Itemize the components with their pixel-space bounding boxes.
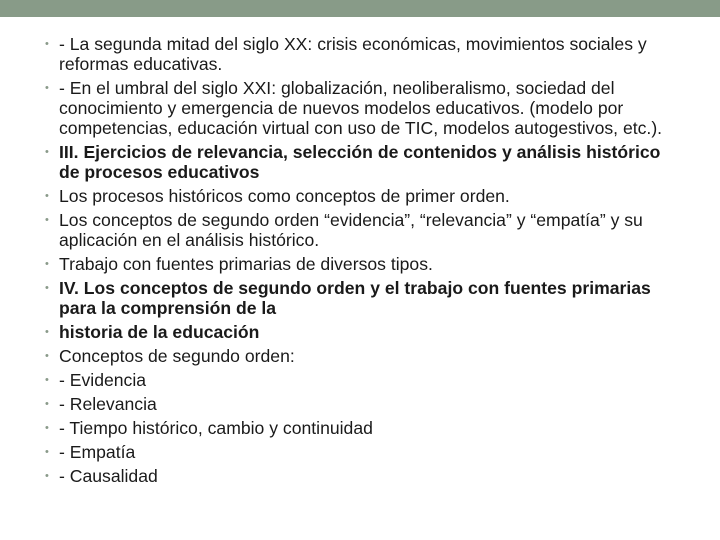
bullet-icon: •: [45, 470, 49, 482]
bullet-icon: •: [45, 374, 49, 386]
bullet-item: [45, 370, 685, 390]
bullet-text: - Evidencia: [59, 370, 147, 390]
bullet-item: [45, 442, 685, 462]
bullet-text: Los procesos históricos como conceptos de primer orden.: [59, 186, 510, 206]
bullet-text: - La segunda mitad del siglo XX: crisis económicas, movimientos sociales y reformas educativas.: [59, 34, 647, 74]
bullet-item: [45, 394, 685, 414]
bullet-text: - En el umbral del siglo XXI: globalización, neoliberalismo, sociedad del conocimiento y emergencia de nuevos modelos educativos. (modelo por competencias, educación virtual con uso de TIC, modelos autogestivos, etc.).: [59, 78, 663, 138]
bullet-text: III. Ejercicios de relevancia, selección de contenidos y análisis histórico de procesos educativos: [59, 142, 661, 182]
bullet-item-heading: [45, 142, 685, 182]
bullet-icon: •: [45, 446, 49, 458]
bullet-item: [45, 346, 685, 366]
bullet-icon: •: [45, 398, 49, 410]
bullet-icon: •: [45, 214, 49, 226]
bullet-icon: •: [45, 326, 49, 338]
bullet-text: - Relevancia: [59, 394, 157, 414]
bullet-icon: •: [45, 258, 49, 270]
top-accent-bar: [0, 0, 720, 17]
bullet-icon: •: [45, 350, 49, 362]
bullet-item: [45, 78, 685, 138]
bullet-text: historia de la educación: [59, 322, 260, 342]
bullet-item: [45, 466, 685, 486]
bullet-text: - Tiempo histórico, cambio y continuidad: [59, 418, 373, 438]
bullet-icon: •: [45, 38, 49, 50]
slide-bullet-list: [45, 34, 685, 490]
bullet-icon: •: [45, 282, 49, 294]
bullet-item: [45, 210, 685, 250]
bullet-icon: •: [45, 422, 49, 434]
bullet-icon: •: [45, 146, 49, 158]
bullet-icon: •: [45, 190, 49, 202]
bullet-item-heading: [45, 322, 685, 342]
bullet-icon: •: [45, 82, 49, 94]
bullet-text: - Causalidad: [59, 466, 158, 486]
bullet-item: [45, 186, 685, 206]
bullet-text: Los conceptos de segundo orden “evidencia”, “relevancia” y “empatía” y su aplicación en el análisis histórico.: [59, 210, 643, 250]
bullet-item-heading: [45, 278, 685, 318]
bullet-item: [45, 254, 685, 274]
bullet-item: [45, 34, 685, 74]
bullet-text: - Empatía: [59, 442, 136, 462]
bullet-item: [45, 418, 685, 438]
bullet-text: Trabajo con fuentes primarias de diversos tipos.: [59, 254, 433, 274]
bullet-text: IV. Los conceptos de segundo orden y el trabajo con fuentes primarias para la comprensión de la: [59, 278, 651, 318]
bullet-text: Conceptos de segundo orden:: [59, 346, 295, 366]
